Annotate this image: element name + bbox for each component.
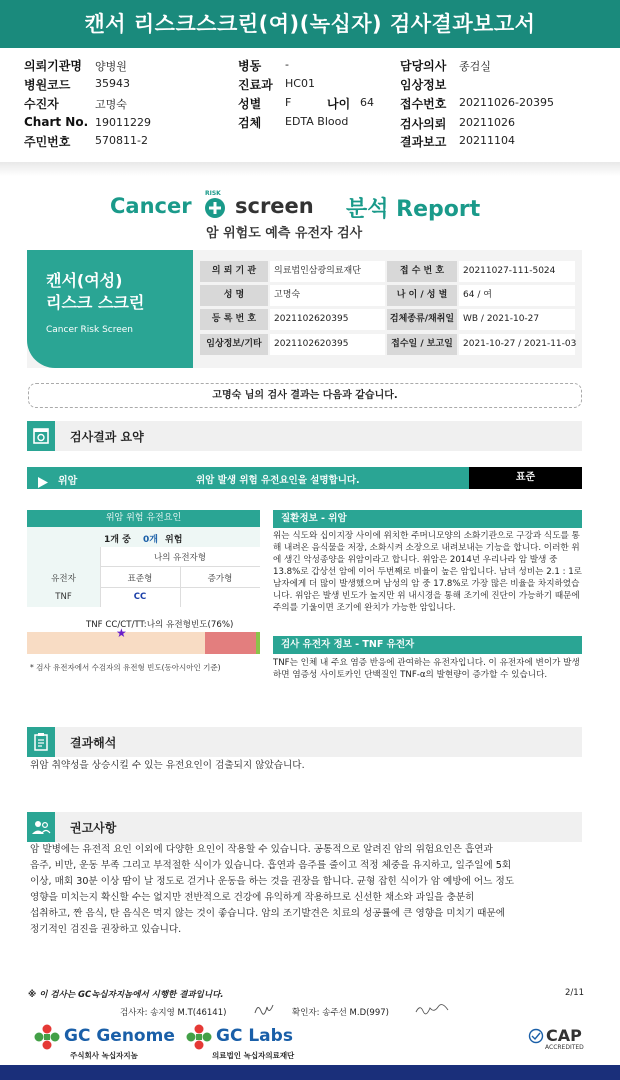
- gene-count-prefix: 1개 중: [104, 535, 131, 545]
- rrn-value: 570811-2: [95, 134, 148, 147]
- specimen-value: EDTA Blood: [285, 115, 349, 128]
- card-value-reg-no: 2021102620395: [270, 309, 385, 330]
- brand-cancer: Cancer: [110, 194, 192, 218]
- brand-risk: RISK: [205, 190, 221, 197]
- card-value-age-sex: 64 / 여: [459, 285, 575, 306]
- reception-label: 접수번호: [400, 97, 447, 111]
- card-label-age-sex: 나 이 / 성 별: [387, 285, 457, 306]
- freq-bar: [27, 632, 260, 654]
- gene-col-label: 유전자: [51, 574, 76, 584]
- ward-label: 병동: [238, 59, 262, 73]
- card-title-line1: 캔서(여성): [46, 271, 123, 290]
- confirmer: 확인자: 송주선 M.D(997): [292, 1008, 389, 1018]
- gc-genome-subtitle: 주식회사 녹십자지놈: [70, 1051, 138, 1060]
- card-label-name: 성 명: [200, 285, 268, 306]
- card-label-institution: 의 뢰 기 관: [200, 261, 268, 282]
- gene-info-text: TNF는 인체 내 주요 염증 반응에 관여하는 유전자입니다. 이 유전자에 변이가 발생하면 염증성 사이토카인 단백질인 TNF-α의 발현량이 증가할 수 있습니다.: [273, 658, 580, 680]
- chart-label: Chart No.: [24, 115, 89, 129]
- clipboard-icon: [27, 727, 55, 757]
- brand-report: 분석 Report: [346, 197, 481, 222]
- dept-value: HC01: [285, 77, 315, 90]
- card-value-institution: 의료법인삼광의료재단: [270, 261, 385, 282]
- interpretation-title: 결과해석: [70, 736, 117, 750]
- specimen-label: 검체: [238, 116, 262, 130]
- recommendation-line: 섭취하고, 짠 음식, 탄 음식은 먹지 않는 것이 좋습니다. 암의 조기발견은 치료의 성공률에 큰 영향을 미치기 때문에: [30, 908, 505, 919]
- card-label-dates: 접수일 / 보고일: [387, 334, 457, 355]
- footer-note: ※ 이 검사는 GC녹십자지놈에서 시행한 결과입니다.: [28, 990, 224, 1000]
- brand-subtitle: 암 위험도 예측 유전자 검사: [206, 226, 363, 241]
- confirmer-signature-icon: [414, 1001, 450, 1020]
- card-value-name: 고명숙: [270, 285, 385, 306]
- card-label-reg-no: 등 록 번 호: [200, 309, 268, 330]
- gene-info-head: 검사 유전자 정보 - TNF 유전자: [273, 636, 582, 654]
- card-label-reception: 접 수 번 호: [387, 261, 457, 282]
- doctor-value: 종검실: [459, 60, 491, 73]
- interpretation-text: 위암 취약성을 상승시킬 수 있는 유전요인이 검출되지 않았습니다.: [30, 760, 305, 771]
- age-value: 64: [360, 96, 374, 109]
- brand-plus-icon: [205, 198, 225, 218]
- sex-value: F: [285, 96, 292, 109]
- header-divider: [0, 162, 620, 176]
- gene-count-value: 0개: [143, 535, 158, 545]
- card-value-dates: 2021-10-27 / 2021-11-03: [459, 334, 575, 355]
- category-name: 위암: [58, 476, 78, 487]
- rrn-label: 주민번호: [24, 135, 71, 149]
- recommendation-line: 암 발병에는 유전적 요인 이외에 다양한 요인이 작용할 수 있습니다. 공통적으로 알려진 암의 위험요인은 흡연과: [30, 844, 493, 855]
- play-icon: [38, 473, 48, 492]
- card-value-specimen: WB / 2021-10-27: [459, 309, 575, 330]
- dept-label: 진료과: [238, 78, 273, 92]
- summary-section-icon: [27, 421, 55, 451]
- my-genotype-label: 나의 유전자형: [154, 553, 206, 563]
- request-date-value: 20211026: [459, 116, 515, 129]
- reception-value: 20211026-20395: [459, 96, 554, 109]
- summary-title: 검사결과 요약: [70, 430, 144, 444]
- card-value-reception: 20211027-111-5024: [459, 261, 575, 282]
- report-date-label: 결과보고: [400, 135, 447, 149]
- gene-count-suffix: 위험: [165, 535, 183, 545]
- examiner: 검사자: 송지영 M.T(46141): [120, 1008, 227, 1018]
- patient-value: 고명숙: [95, 98, 127, 111]
- increased-col-label: 증가형: [207, 574, 233, 584]
- standard-col-label: 표준형: [127, 574, 153, 584]
- gc-genome-logo: GC Genome: [64, 1026, 175, 1046]
- card-subtitle: Cancer Risk Screen: [46, 325, 134, 335]
- page-number: 2/11: [565, 988, 585, 998]
- brand-screen: screen: [235, 194, 314, 218]
- recommendation-line: 음주, 비만, 운동 부족 그리고 부적절한 식이가 있습니다. 흡연과 음주를 줄이고 적정 체중을 유지하고, 일주일에 5회: [30, 860, 512, 871]
- gene-name: TNF: [55, 592, 72, 602]
- card-label-clinical: 임상정보/기타: [200, 334, 268, 355]
- chart-value: 19011229: [95, 116, 151, 129]
- gc-labs-logo: GC Labs: [216, 1026, 293, 1046]
- cap-logo: CAP: [546, 1026, 582, 1045]
- freq-bar-end: [256, 632, 260, 654]
- card-value-clinical: 2021102620395: [270, 334, 385, 355]
- genotype-star-icon: ★: [116, 626, 127, 640]
- patient-label: 수진자: [24, 97, 59, 111]
- disease-info-text: 위는 식도와 십이지장 사이에 위치한 주머니모양의 소화기관으로 구강과 식도를 통해 내려온 음식물을 저장, 소화시켜 소장으로 내려보내는 기능을 합니다. 이러한 위에 생긴 악성종양을 위암이라고 합니다. 위암은 2014년 우리나라 암 발생 중 13.8%로 갑상선 암에 이어 두번째로 비율이 높은 암입니다. 남녀 성비는 2.1 : 1로 남자에게 더 많이 발생했으며 남성의 암 중 17.8%로 가장 많은 비율을 차지하였습니다. 위암은 발생 빈도가 높지만 위 내시경을 통해 조기에 진단이 가능하기 때문에 주의를 기울이면 조기에 완치가 가능한 암입니다.: [273, 531, 582, 613]
- freq-footnote: * 검사 유전자에서 수검자의 유전형 빈도(동아시아인 기준): [30, 663, 221, 672]
- people-icon: [27, 812, 55, 842]
- age-label: 나이: [327, 97, 351, 111]
- gene-table-head: 위암 위험 유전요인: [27, 510, 260, 527]
- gc-labs-subtitle: 의료법인 녹십자의료재단: [212, 1051, 295, 1060]
- disease-info-head: 질환정보 - 위암: [273, 510, 582, 528]
- report-date-value: 20211104: [459, 134, 515, 147]
- hospital-code-label: 병원코드: [24, 78, 71, 92]
- report-title: 캔서 리스크스크린(여)(녹십자) 검사결과보고서: [0, 0, 620, 48]
- card-label-specimen: 검체종류/채취일: [387, 309, 457, 330]
- institution-value: 양병원: [95, 60, 127, 73]
- recommendation-title: 권고사항: [70, 821, 117, 835]
- ward-value: -: [285, 58, 289, 71]
- result-notice: 고명숙 님의 검사 결과는 다음과 같습니다.: [28, 383, 582, 408]
- examiner-signature-icon: [253, 1001, 275, 1021]
- bottom-stripe: [0, 1065, 620, 1080]
- recommendation-line: 이상, 매회 30분 이상 땀이 날 정도로 걷거나 운동을 하는 것을 권장을 합니다. 균형 잡힌 식이가 암 예방에 어느 정도: [30, 876, 515, 887]
- doctor-label: 담당의사: [400, 59, 447, 73]
- card-title-line2: 리스크 스크린: [46, 293, 145, 312]
- category-desc: 위암 발생 위험 유전요인을 설명합니다.: [196, 475, 360, 486]
- freq-bar-increased: [205, 632, 256, 654]
- recommendation-line: 정기적인 검진을 권장하고 있습니다.: [30, 924, 182, 935]
- clinical-label: 임상정보: [400, 78, 447, 92]
- sex-label: 성별: [238, 97, 262, 111]
- institution-label: 의뢰기관명: [24, 59, 82, 73]
- standard-badge: 표준: [469, 467, 582, 489]
- hospital-code-value: 35943: [95, 77, 130, 90]
- cap-subtitle: ACCREDITED: [545, 1044, 584, 1051]
- recommendation-line: 영향을 미치는지 확신할 수는 없지만 전반적으로 건강에 유익하게 작용하므로 신선한 채소와 과일을 충분히: [30, 892, 475, 903]
- cap-logo-icon: [528, 1028, 544, 1048]
- freq-label: TNF CC/CT/TT:나의 유전형빈도(76%): [86, 620, 234, 630]
- request-date-label: 검사의뢰: [400, 117, 447, 131]
- standard-genotype: CC: [133, 592, 147, 602]
- gc-genome-logo-icon: [34, 1024, 60, 1054]
- gc-labs-logo-icon: [186, 1024, 212, 1054]
